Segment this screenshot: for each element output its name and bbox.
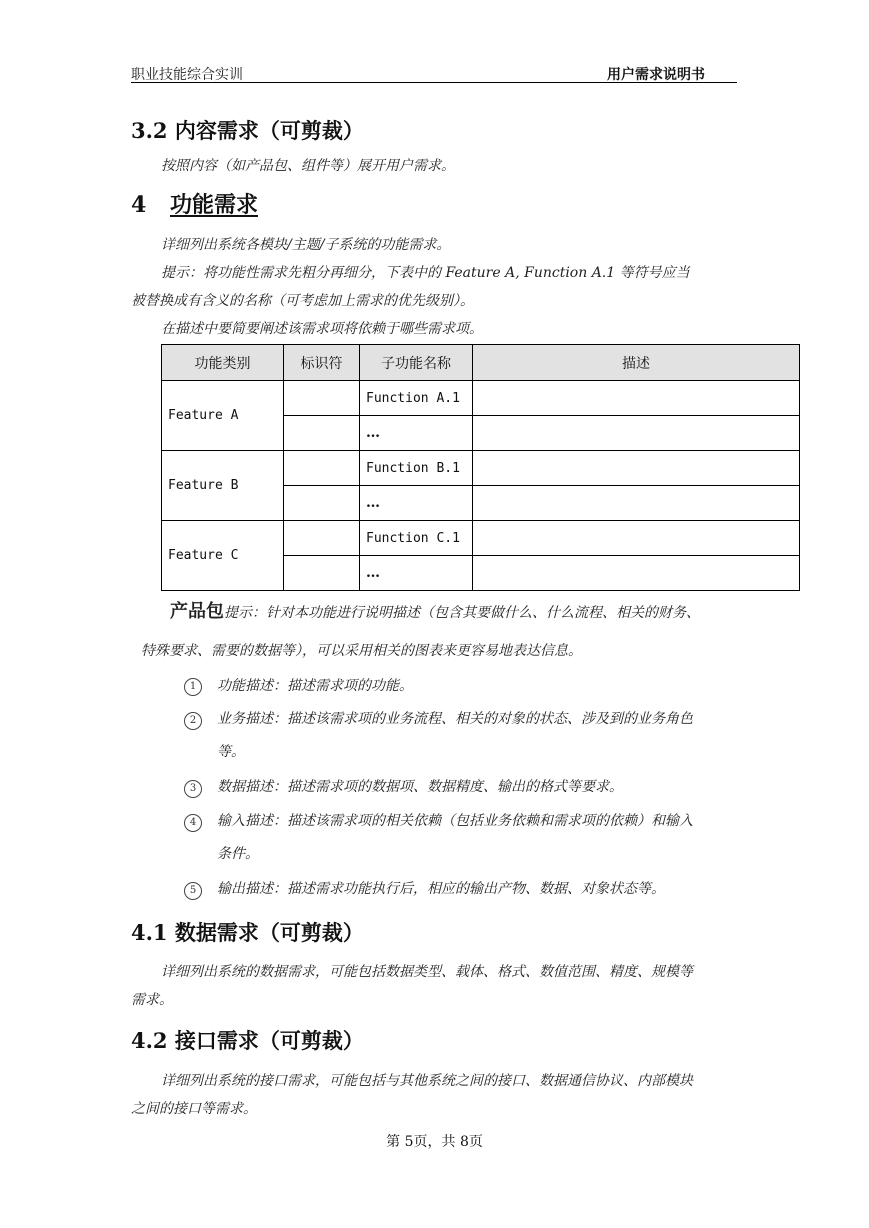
section-4-para-1: 详细列出系统各模块/主题/子系统的功能需求。 (161, 237, 451, 253)
table-row (162, 381, 800, 416)
section-4-para-2a: 提示：将功能性需求先粗分再细分，下表中的 Feature A, Function A.1 等符号应当 (161, 265, 690, 281)
subfunction-cell: … (360, 556, 473, 591)
identifier-cell (284, 486, 360, 521)
description-cell (473, 416, 800, 451)
section-4-2-line-2: 之间的接口等需求。 (131, 1101, 257, 1117)
section-3-2-heading: 3.2 内容需求（可剪裁） (131, 118, 364, 143)
header-doc-course: 职业技能综合实训 (131, 67, 243, 83)
description-cell (473, 521, 800, 556)
list-item-business: 业务描述：描述该需求项的业务流程、相关的对象的状态、涉及到的业务角色 (217, 711, 693, 727)
list-item-function: 功能描述：描述需求项的功能。 (217, 678, 413, 694)
list-item-output: 输出描述：描述需求功能执行后，相应的输出产物、数据、对象状态等。 (217, 881, 665, 897)
package-hint-line-1: 提示：针对本功能进行说明描述（包含其要做什么、什么流程、相关的财务、 (224, 605, 700, 621)
section-4-para-3: 在描述中要简要阐述该需求项将依赖于哪些需求项。 (161, 321, 483, 337)
identifier-cell (284, 451, 360, 486)
section-4-number: 4 (131, 192, 147, 218)
section-4-para-2b: 被替换成有含义的名称（可考虑加上需求的优先级别）。 (131, 293, 474, 309)
header-doc-title: 用户需求说明书 (607, 67, 705, 83)
table-row (162, 521, 800, 556)
section-4-heading (131, 188, 258, 219)
list-item-input: 输入描述：描述该需求项的相关依赖（包括业务依赖和需求项的依赖）和输入 (217, 813, 693, 829)
list-item-data: 数据描述：描述需求项的数据项、数据精度、输出的格式等要求。 (217, 779, 623, 795)
package-title: 产品包 (170, 601, 224, 622)
subfunction-cell: … (360, 416, 473, 451)
table-header-cell: 标识符 (284, 345, 360, 381)
feature-cell: Feature C (162, 521, 284, 591)
identifier-cell (284, 556, 360, 591)
table-header-cell: 功能类别 (162, 345, 284, 381)
list-number-badge: 1 (184, 678, 202, 696)
section-4-1-line-1: 详细列出系统的数据需求，可能包括数据类型、载体、格式、数值范围、精度、规模等 (161, 964, 693, 980)
section-4-title: 功能需求 (169, 192, 258, 218)
identifier-cell (284, 381, 360, 416)
list-item-business-cont: 等。 (217, 744, 245, 760)
section-4-2-line-1: 详细列出系统的接口需求，可能包括与其他系统之间的接口、数据通信协议、内部模块 (161, 1073, 693, 1089)
identifier-cell (284, 521, 360, 556)
list-number-badge: 5 (184, 882, 202, 900)
description-cell (473, 486, 800, 521)
page-number: 第 5页，共 8页 (386, 1134, 483, 1150)
list-item-input-cont: 条件。 (217, 846, 259, 862)
section-4-2-heading: 4.2 接口需求（可剪裁） (131, 1028, 364, 1053)
list-number-badge: 2 (184, 712, 202, 730)
feature-cell: Feature A (162, 381, 284, 451)
subfunction-cell: Function C.1 (360, 521, 473, 556)
header-divider (131, 82, 737, 83)
subfunction-cell: Function B.1 (360, 451, 473, 486)
subfunction-cell: … (360, 486, 473, 521)
table-row (162, 451, 800, 486)
feature-cell: Feature B (162, 451, 284, 521)
description-cell (473, 381, 800, 416)
package-hint-line-2: 特殊要求、需要的数据等），可以采用相关的图表来更容易地表达信息。 (141, 643, 582, 659)
section-4-1-heading: 4.1 数据需求（可剪裁） (131, 920, 364, 945)
description-cell (473, 451, 800, 486)
table-header-cell: 描述 (473, 345, 800, 381)
list-number-badge: 3 (184, 780, 202, 798)
package-intro (170, 599, 700, 626)
list-number-badge: 4 (184, 814, 202, 832)
identifier-cell (284, 416, 360, 451)
section-3-2-body: 按照内容（如产品包、组件等）展开用户需求。 (161, 158, 455, 174)
description-cell (473, 556, 800, 591)
table-header-row (162, 345, 800, 381)
function-requirements-table (161, 344, 800, 591)
section-4-1-line-2: 需求。 (131, 992, 173, 1008)
table-header-cell: 子功能名称 (360, 345, 473, 381)
subfunction-cell: Function A.1 (360, 381, 473, 416)
